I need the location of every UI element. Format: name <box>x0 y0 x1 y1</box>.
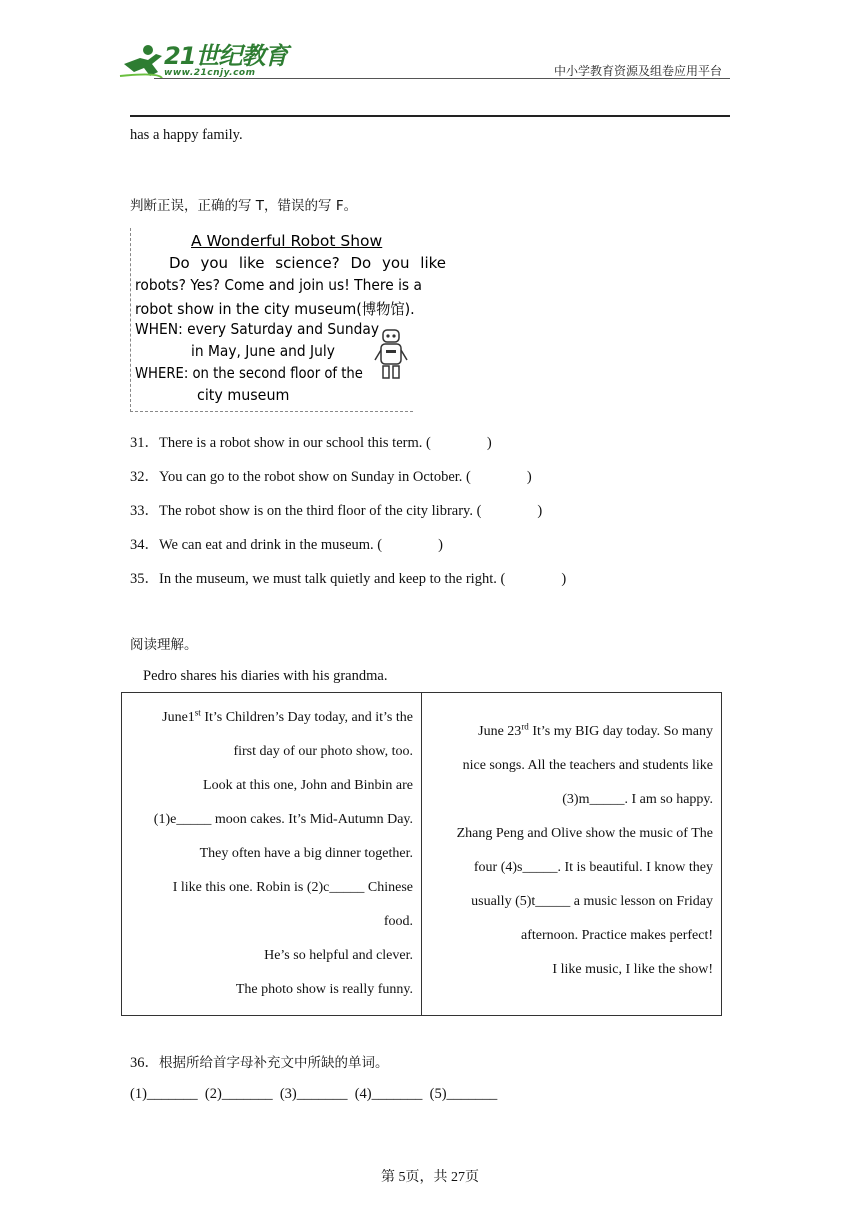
diary-line: afternoon. Practice makes perfect! <box>520 928 713 943</box>
robot-icon <box>373 326 409 386</box>
page-footer: 第 5页，共 27页 <box>381 1170 479 1185</box>
question-31: 31．There is a robot show in our school this term. ( ) <box>130 435 492 451</box>
poster-line: robot show in the city museum(博物馆). <box>135 300 415 318</box>
diary-line: They often have a big dinner together. <box>199 846 413 861</box>
diary-left-cell <box>122 693 422 1016</box>
table-row <box>122 693 722 1016</box>
diary-line: four (4)s_____. It is beautiful. I know they <box>473 860 713 875</box>
logo-wordmark: 21世纪教育 <box>164 42 288 70</box>
question-32: 32．You can go to the robot show on Sunday in October. ( ) <box>130 469 532 485</box>
poster-line: WHERE: on the second floor of the <box>135 364 363 382</box>
section1-instruction: 判断正误，正确的写 T，错误的写 F。 <box>130 198 358 214</box>
question-36-blanks[interactable]: (1)_______ (2)_______ (3)_______ (4)_______ (5)_______ <box>130 1086 498 1102</box>
diary-line: (3)m_____. I am so happy. <box>562 792 713 807</box>
header-divider <box>154 78 730 79</box>
question-34: 34．We can eat and drink in the museum. ( ) <box>130 537 443 553</box>
poster-title: A Wonderful Robot Show <box>191 232 383 250</box>
diary-line: I like this one. Robin is (2)c_____ Chinese <box>172 880 413 895</box>
poster-line: robots? Yes? Come and join us! There is a <box>135 276 422 294</box>
diary-line: June 23rd It’s my BIG day today. So many <box>478 721 713 739</box>
question-36: 36．根据所给首字母补充文中所缺的单词。 <box>130 1055 389 1071</box>
section2-heading: 阅读理解。 <box>130 637 198 653</box>
poster-line: city museum <box>197 386 290 404</box>
diary-line: usually (5)t_____ a music lesson on Friday <box>471 894 713 909</box>
poster-line: in May, June and July <box>191 342 335 360</box>
diary-line: food. <box>383 914 413 929</box>
diary-line: (1)e_____ moon cakes. It’s Mid-Autumn Day. <box>153 812 413 827</box>
platform-name: 中小学教育资源及组卷应用平台 <box>553 64 722 78</box>
diary-line: Zhang Peng and Olive show the music of The <box>456 826 713 841</box>
header-rule <box>130 115 730 117</box>
page-header <box>118 38 730 118</box>
diary-line: Look at this one, John and Binbin are <box>203 778 413 793</box>
question-33: 33．The robot show is on the third floor of the city library. ( ) <box>130 503 543 519</box>
section2-lead: Pedro shares his diaries with his grandma. <box>143 668 388 684</box>
diary-table <box>121 692 722 1016</box>
intro-tail: has a happy family. <box>130 127 243 143</box>
diary-line: first day of our photo show, too. <box>233 744 413 759</box>
diary-right-cell <box>422 693 722 1016</box>
diary-line: The photo show is really funny. <box>235 982 413 997</box>
logo-url: www.21cnjy.com <box>164 68 256 78</box>
poster-line: WHEN: every Saturday and Sunday <box>135 320 380 338</box>
robot-show-poster <box>130 228 447 412</box>
diary-line: I like music, I like the show! <box>552 962 713 977</box>
question-35: 35．In the museum, we must talk quietly and keep to the right. ( ) <box>130 571 567 587</box>
poster-line: Do you like science? Do you like <box>169 254 447 272</box>
diary-line: He’s so helpful and clever. <box>264 948 413 963</box>
diary-line: June1st It’s Children’s Day today, and it’s the <box>162 707 413 725</box>
diary-line: nice songs. All the teachers and students like <box>462 758 713 773</box>
